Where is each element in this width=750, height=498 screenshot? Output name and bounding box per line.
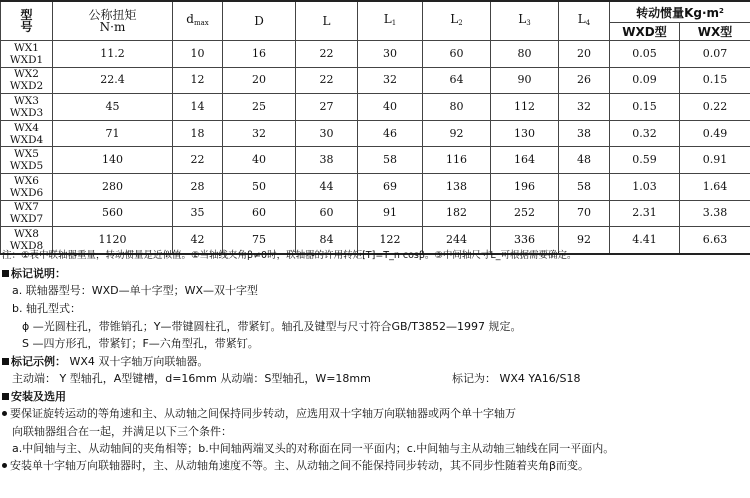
cell-L1: 30 [358,41,423,68]
header-L4: $L_4$ [559,1,610,41]
table-row [1,120,750,147]
table-row [1,173,750,200]
cell-L3: 336 [491,227,559,254]
cell-L: 44 [296,173,358,200]
cell-torque: 560 [53,200,173,227]
cell-model: WX4 WXD4 [1,120,53,147]
marking-b1: ϕ —光圆柱孔，带锥销孔；Y—带键圆柱孔，带紧钉。轴孔及键型与尺寸符合GB/T3852—1997 规定。 [22,320,522,333]
install-item-1b: 向联轴器组合在一起，并满足以下三个条件： [12,425,232,438]
example-drive: 主动端： Y 型轴孔，A型键槽，d=16mm 从动端：S型轴孔，W=18mm [12,372,371,385]
cell-torque: 11.2 [53,41,173,68]
cell-L3: 196 [491,173,559,200]
install-item-1c: a.中间轴与主、从动轴间的夹角相等；b.中间轴两端叉头的对称面在同一平面内；c.中间轴与主从动轴三轴线在同一平面内。 [12,442,615,455]
cell-dmax: 10 [173,41,223,68]
marking-b: b. 轴孔型式： [12,302,81,315]
bullet-dot-icon [2,411,7,416]
cell-dmax: 28 [173,173,223,200]
cell-L1: 69 [358,173,423,200]
header-wx: WX型 [680,23,750,41]
cell-wx: 0.49 [680,120,750,147]
install-item-2: 安装单十字轴万向联轴器时，主、从动轴角速度不等。主、从动轴之间不能保持同步转动，其不同步性随着夹角β而变。 [2,457,589,473]
bullet-dot-icon [2,463,7,468]
cell-model: WX2 WXD2 [1,67,53,94]
cell-wxd: 0.59 [610,147,680,174]
bullet-square-icon [2,358,9,365]
cell-D: 50 [223,173,296,200]
header-L2: $L_2$ [423,1,491,41]
header-torque: 公称扭矩 N·m [53,1,173,41]
cell-wxd: 0.05 [610,41,680,68]
cell-D: 25 [223,94,296,121]
bullet-square-icon [2,270,9,277]
cell-L: 60 [296,200,358,227]
cell-L4: 38 [559,120,610,147]
cell-dmax: 14 [173,94,223,121]
cell-model: WX1 WXD1 [1,41,53,68]
cell-L: 30 [296,120,358,147]
cell-D: 32 [223,120,296,147]
marking-a: a. 联轴器型号：WXD—单十字型；WX—双十字型 [12,284,259,297]
cell-L3: 80 [491,41,559,68]
cell-L3: 90 [491,67,559,94]
table-row [1,94,750,121]
header-model: 型 号 [1,1,53,41]
header-D: D [223,1,296,41]
install-heading: 安装及选用 [2,388,66,404]
cell-torque: 280 [53,173,173,200]
cell-L1: 40 [358,94,423,121]
table-row [1,41,750,68]
cell-model: WX7 WXD7 [1,200,53,227]
cell-L2: 92 [423,120,491,147]
cell-torque: 140 [53,147,173,174]
header-wxd: WXD型 [610,23,680,41]
cell-D: 40 [223,147,296,174]
cell-dmax: 22 [173,147,223,174]
cell-wx: 3.38 [680,200,750,227]
table-footnote: 注：①表中联轴器重量，转动惯量是近似值。②当轴线夹角β≠0时，联轴器的许用转矩[T]=T_n cosβ。③中间轴尺寸L_可根据需要确定。 [2,250,577,261]
cell-wxd: 0.09 [610,67,680,94]
cell-L2: 244 [423,227,491,254]
cell-L4: 20 [559,41,610,68]
header-inertia: 转动惯量$Kg\cdot m^2$ [610,1,750,23]
cell-model: WX6 WXD6 [1,173,53,200]
cell-wxd: 2.31 [610,200,680,227]
cell-L2: 138 [423,173,491,200]
example-line: 标记示例： WX4 双十字轴万向联轴器。 [2,353,208,369]
cell-wx: 0.91 [680,147,750,174]
cell-L4: 92 [559,227,610,254]
cell-model: WX8 WXD8 [1,227,53,254]
cell-L3: 164 [491,147,559,174]
cell-wx: 6.63 [680,227,750,254]
example-mark: 标记为： WX4 YA16/S18 [452,372,581,385]
table-row [1,67,750,94]
table-body [1,41,750,254]
cell-L: 22 [296,67,358,94]
cell-torque: 22.4 [53,67,173,94]
table-row [1,147,750,174]
cell-torque: 1120 [53,227,173,254]
header-L: L [296,1,358,41]
cell-L4: 48 [559,147,610,174]
cell-L1: 46 [358,120,423,147]
cell-wxd: 1.03 [610,173,680,200]
cell-L2: 182 [423,200,491,227]
cell-L: 38 [296,147,358,174]
cell-torque: 71 [53,120,173,147]
cell-D: 16 [223,41,296,68]
cell-dmax: 42 [173,227,223,254]
cell-L4: 32 [559,94,610,121]
cell-wxd: 0.15 [610,94,680,121]
cell-L: 84 [296,227,358,254]
cell-dmax: 35 [173,200,223,227]
cell-L3: 252 [491,200,559,227]
cell-model: WX5 WXD5 [1,147,53,174]
cell-L3: 112 [491,94,559,121]
cell-L1: 91 [358,200,423,227]
cell-dmax: 18 [173,120,223,147]
cell-L2: 80 [423,94,491,121]
cell-L1: 32 [358,67,423,94]
cell-D: 60 [223,200,296,227]
cell-L2: 64 [423,67,491,94]
cell-L1: 122 [358,227,423,254]
cell-L4: 26 [559,67,610,94]
install-item-1a: 要保证旋转运动的等角速和主、从动轴之间保持同步转动，应选用双十字轴万向联轴器或两个单十字轴万 [2,405,516,421]
cell-dmax: 12 [173,67,223,94]
cell-model: WX3 WXD3 [1,94,53,121]
cell-L4: 58 [559,173,610,200]
cell-wxd: 0.32 [610,120,680,147]
cell-D: 20 [223,67,296,94]
bullet-square-icon [2,393,9,400]
cell-L: 27 [296,94,358,121]
marking-heading: 标记说明： [2,265,66,281]
cell-wx: 0.15 [680,67,750,94]
cell-wx: 0.22 [680,94,750,121]
header-L1: $L_1$ [358,1,423,41]
marking-b2: S —四方形孔，带紧钉；F—六角型孔，带紧钉。 [22,337,259,350]
cell-L2: 60 [423,41,491,68]
cell-L: 22 [296,41,358,68]
header-L3: $L_3$ [491,1,559,41]
cell-L2: 116 [423,147,491,174]
cell-wx: 1.64 [680,173,750,200]
cell-torque: 45 [53,94,173,121]
cell-D: 75 [223,227,296,254]
cell-L3: 130 [491,120,559,147]
cell-wx: 0.07 [680,41,750,68]
cell-wxd: 4.41 [610,227,680,254]
cell-L1: 58 [358,147,423,174]
header-dmax: $d_{max}$ [173,1,223,41]
table-row [1,200,750,227]
cell-L4: 70 [559,200,610,227]
